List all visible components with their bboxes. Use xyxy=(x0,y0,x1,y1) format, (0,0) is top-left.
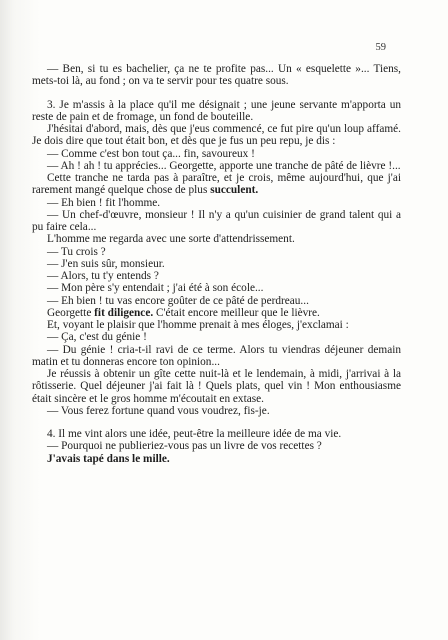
paragraph: — Alors, tu t'y entends ? xyxy=(47,270,159,282)
paragraph: — Mon père s'y entendait ; j'ai été à son école... xyxy=(47,282,264,295)
paragraph: 3. Je m'assis à la place qu'il me désignait ; une jeune servante m'apporta un reste de pain et de fromage, un fond de bouteille. xyxy=(32,98,401,123)
section-gap xyxy=(32,417,401,428)
paragraph xyxy=(32,307,401,319)
bold-phrase: fit diligence. xyxy=(94,306,154,319)
paragraph: — Un chef-d'œuvre, monsieur ! Il n'y a qu'un cuisinier de grand talent qui a pu faire cela... xyxy=(32,208,401,233)
paragraph-text: Cette tranche ne tarda pas à paraître, et je crois, même aujourd'hui, que j'ai rarement mangé quelque chose de plus xyxy=(32,172,401,197)
paragraph xyxy=(32,453,401,465)
paragraph: — Eh bien ! tu vas encore goûter de ce pâté de perdreau... xyxy=(47,294,309,307)
paragraph: Je réussis à obtenir un gîte cette nuit-là et le lendemain, à midi, j'arrivai à la rôtisserie. Quel déjeuner j'ai fait là ! Quels plats, quel vin ! Mon enthousiasme était sincère et le gros homme m'écoutait en extase. xyxy=(32,368,401,405)
paragraph: — Ah ! ah ! tu apprécies... Georgette, apporte une tranche de pâté de lièvre !... xyxy=(47,159,401,172)
paragraph: J'hésitai d'abord, mais, dès que j'eus commencé, ce fut pire qu'un loup affamé. Je dois dire que tout était bon, et dès que je fus un peu repu, je dis : xyxy=(32,123,401,148)
paragraph: — Du génie ! cria-t-il ravi de ce terme. Alors tu viendras déjeuner demain matin et tu donneras encore ton opinion... xyxy=(32,343,401,368)
section-gap xyxy=(32,88,401,99)
paragraph-text: Georgette xyxy=(47,306,95,319)
paragraph xyxy=(32,172,401,197)
page-text xyxy=(32,63,401,465)
page-number: 59 xyxy=(375,42,386,53)
paragraph: — J'en suis sûr, monsieur. xyxy=(47,257,165,270)
paragraph: — Vous ferez fortune quand vous voudrez, fis-je. xyxy=(47,404,270,417)
paragraph: — Ça, c'est du génie ! xyxy=(47,331,147,344)
paragraph: — Tu crois ? xyxy=(47,245,106,258)
paragraph-text: C'était encore meilleur que le lièvre. xyxy=(153,306,320,319)
bold-phrase: succulent. xyxy=(210,184,259,197)
paragraph: — Pourquoi ne publieriez-vous pas un livre de vos recettes ? xyxy=(47,440,322,453)
paragraph: Et, voyant le plaisir que l'homme prenait à mes éloges, j'exclamai : xyxy=(47,319,349,331)
paragraph: — Eh bien ! fit l'homme. xyxy=(47,196,161,209)
bold-phrase: J'avais tapé dans le mille. xyxy=(47,452,170,465)
paragraph: 4. Il me vint alors une idée, peut-être la meilleure idée de ma vie. xyxy=(47,428,342,440)
paragraph: — Comme c'est bon tout ça... fin, savoureux ! xyxy=(47,147,255,160)
paragraph: — Ben, si tu es bachelier, ça ne te profite pas... Un « esquelette »... Tiens, mets-toi là, au fond ; on va te servir pour tes quatre sous. xyxy=(32,63,401,88)
paragraph: L'homme me regarda avec une sorte d'attendrissement. xyxy=(47,233,295,246)
